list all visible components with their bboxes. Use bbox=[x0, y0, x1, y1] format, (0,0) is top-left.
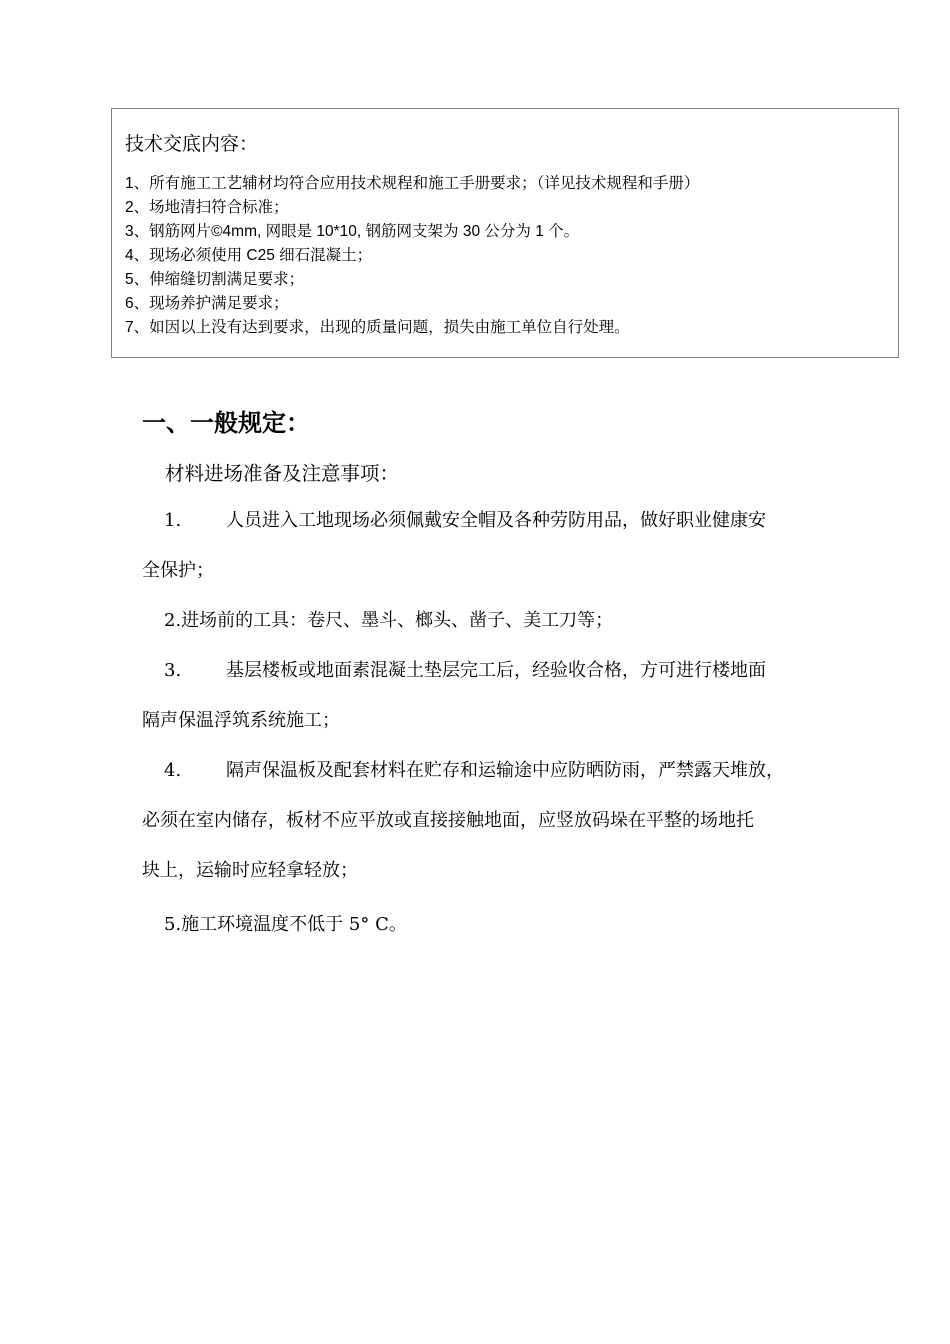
paragraph-4-line-2: 必须在室内储存，板材不应平放或直接接触地面，应竖放码垛在平整的场地托 bbox=[142, 810, 754, 831]
tech-item-3: 3、钢筋网片©4mm, 网眼是 10*10, 钢筋网支架为 30 公分为 1 个。 bbox=[125, 223, 580, 240]
paragraph-3-line-1 bbox=[142, 646, 912, 696]
paragraph-1-number: 1. bbox=[164, 510, 182, 531]
paragraph-4-number: 4. bbox=[164, 760, 182, 781]
tech-disclosure-box bbox=[111, 108, 899, 358]
paragraph-1-line-2: 全保护； bbox=[142, 560, 214, 581]
section-subheading: 材料进场准备及注意事项： bbox=[165, 462, 400, 485]
tech-item-6: 6、现场养护满足要求； bbox=[125, 295, 289, 312]
section-heading: 一、一般规定： bbox=[142, 409, 310, 437]
paragraph-3-number: 3. bbox=[164, 660, 182, 681]
paragraph-1 bbox=[142, 496, 912, 596]
paragraph-1-line-1 bbox=[142, 496, 912, 546]
tech-item-1: 1、所有施工工艺辅材均符合应用技术规程和施工手册要求；（详见技术规程和手册） bbox=[125, 175, 700, 192]
paragraph-3 bbox=[142, 646, 912, 746]
tech-item-2: 2、场地清扫符合标准； bbox=[125, 199, 289, 216]
tech-item-7: 7、如因以上没有达到要求，出现的质量问题，损失由施工单位自行处理。 bbox=[125, 319, 630, 336]
paragraph-4 bbox=[142, 746, 912, 896]
paragraph-5-line-1: 5.施工环境温度不低于 5° C。 bbox=[164, 914, 407, 935]
tech-item-5: 5、伸缩缝切割满足要求； bbox=[125, 271, 305, 288]
paragraph-5 bbox=[142, 900, 912, 950]
tech-item-4: 4、现场必须使用 C25 细石混凝土； bbox=[125, 247, 373, 264]
paragraph-2-line-1: 2.进场前的工具：卷尺、墨斗、榔头、凿子、美工刀等； bbox=[164, 610, 614, 631]
paragraph-3-line-2: 隔声保温浮筑系统施工； bbox=[142, 710, 340, 731]
paragraph-4-line-3: 块上，运输时应轻拿轻放； bbox=[142, 860, 358, 881]
paragraph-4-line-1 bbox=[142, 746, 912, 796]
paragraph-1-text: 人员进入工地现场必须佩戴安全帽及各种劳防用品，做好职业健康安 bbox=[226, 510, 766, 531]
paragraph-2 bbox=[142, 596, 912, 646]
paragraph-4-text: 隔声保温板及配套材料在贮存和运输途中应防晒防雨，严禁露天堆放， bbox=[226, 760, 784, 781]
tech-disclosure-title: 技术交底内容： bbox=[125, 134, 259, 155]
paragraph-3-text: 基层楼板或地面素混凝土垫层完工后，经验收合格，方可进行楼地面 bbox=[226, 660, 766, 681]
tech-disclosure-list bbox=[125, 172, 699, 340]
